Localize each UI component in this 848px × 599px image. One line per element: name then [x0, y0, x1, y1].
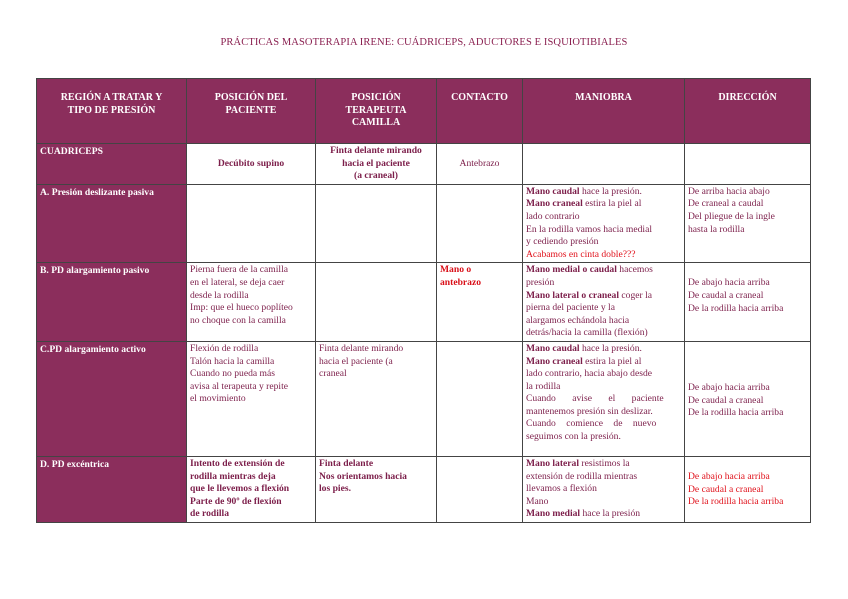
header-maniobra: MANIOBRA — [523, 79, 685, 144]
cell-posicion-terapeuta: Finta delante mirando hacia el paciente (a craneal — [316, 341, 437, 456]
row-region: C.PD alargamiento activo — [37, 341, 187, 456]
document-title: PRÁCTICAS MASOTERAPIA IRENE: CUÁDRICEPS, ADUCTORES E ISQUIOTIBIALES — [220, 37, 628, 48]
table-row — [37, 144, 811, 185]
header-posicion-terapeuta: POSICIÓN TERAPEUTA CAMILLA — [316, 79, 437, 144]
cell-maniobra: Mano caudal hace la presión. Mano craneal estira la piel al lado contrario, hacia abajo desde la rodilla Cuando avise el paciente mantenemos presión sin deslizar. Cuando comience de nuevo seguimos con la presión. — [523, 341, 685, 456]
row-region: CUADRICEPS — [37, 144, 187, 185]
table-row — [37, 263, 811, 342]
cell-direccion: De abajo hacia arriba De caudal a craneal De la rodilla hacia arriba — [685, 456, 811, 522]
cell-maniobra: Mano medial o caudal hacemos presión Mano lateral o craneal coger la pierna del paciente y la alargamos echándola hacia detrás/hacia la camilla (flexión) — [523, 263, 685, 342]
row-region: D. PD excéntrica — [37, 456, 187, 522]
header-region: REGIÓN A TRATAR Y TIPO DE PRESIÓN — [37, 79, 187, 144]
cell-contacto — [437, 341, 523, 456]
cell-posicion-terapeuta: Finta delante mirando hacia el paciente (a craneal) — [316, 144, 437, 185]
cell-maniobra: Mano caudal hace la presión. Mano craneal estira la piel al lado contrario En la rodilla vamos hacia medial y cediendo presión Acabamos en cinta doble??? — [523, 184, 685, 263]
cell-contacto: Antebrazo — [437, 144, 523, 185]
cell-posicion-paciente: Pierna fuera de la camilla en el lateral, se deja caer desde la rodilla Imp: que el hueco poplíteo no choque con la camilla — [187, 263, 316, 342]
cell-posicion-terapeuta — [316, 263, 437, 342]
cell-contacto: Mano o antebrazo — [437, 263, 523, 342]
cell-direccion — [685, 144, 811, 185]
table-row — [37, 184, 811, 263]
header-contacto: CONTACTO — [437, 79, 523, 144]
cell-direccion: De arriba hacia abajo De craneal a caudal Del pliegue de la ingle hasta la rodilla — [685, 184, 811, 263]
cell-posicion-paciente — [187, 184, 316, 263]
table-header-row — [37, 79, 811, 144]
cell-posicion-paciente: Decúbito supino — [187, 144, 316, 185]
cell-contacto — [437, 456, 523, 522]
cell-posicion-terapeuta: Finta delante Nos orientamos hacia los pies. — [316, 456, 437, 522]
cell-posicion-paciente: Flexión de rodilla Talón hacia la camilla Cuando no pueda más avisa al terapeuta y repite el movimiento — [187, 341, 316, 456]
header-direccion: DIRECCIÓN — [685, 79, 811, 144]
cell-posicion-paciente: Intento de extensión de rodilla mientras deja que le llevemos a flexión Parte de 90º de flexión de rodilla — [187, 456, 316, 522]
cell-maniobra — [523, 144, 685, 185]
cell-contacto — [437, 184, 523, 263]
cell-direccion: De abajo hacia arriba De caudal a craneal De la rodilla hacia arriba — [685, 341, 811, 456]
table-row — [37, 456, 811, 522]
cell-maniobra: Mano lateral resistimos la extensión de rodilla mientras llevamos a flexión Mano Mano medial hace la presión — [523, 456, 685, 522]
cell-posicion-terapeuta — [316, 184, 437, 263]
cell-direccion: De abajo hacia arriba De caudal a craneal De la rodilla hacia arriba — [685, 263, 811, 342]
table-row — [37, 341, 811, 456]
row-region: A. Presión deslizante pasiva — [37, 184, 187, 263]
row-region: B. PD alargamiento pasivo — [37, 263, 187, 342]
massage-practice-table — [36, 78, 811, 523]
header-posicion-paciente: POSICIÓN DEL PACIENTE — [187, 79, 316, 144]
